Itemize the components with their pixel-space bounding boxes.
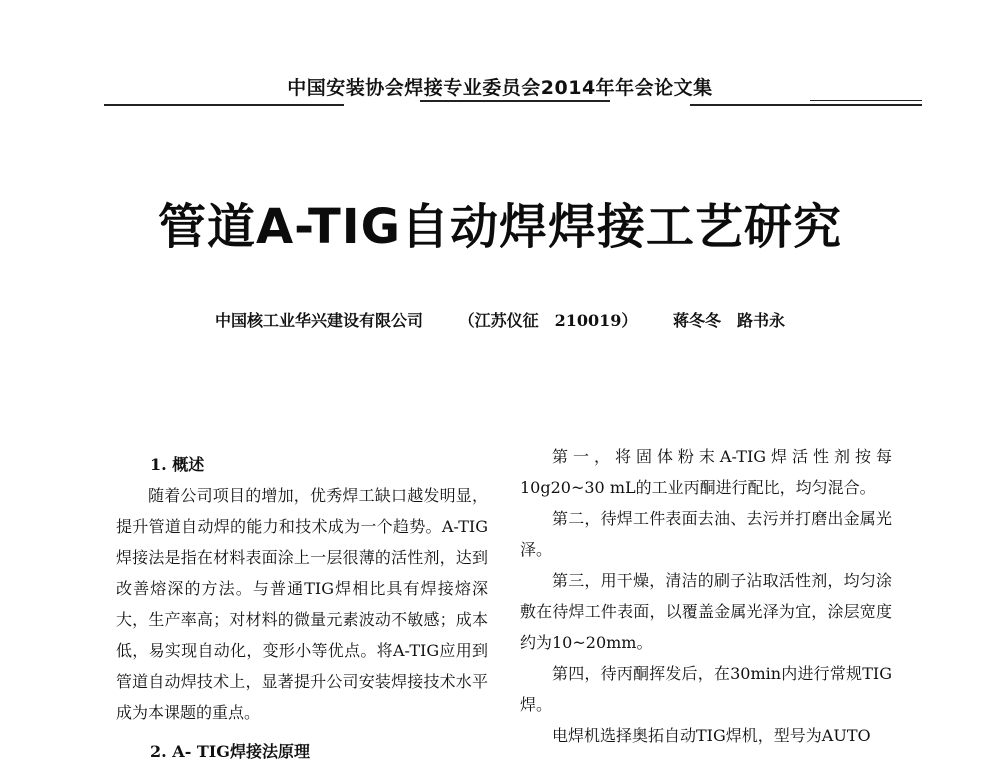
step-4-paragraph: 第四，待丙酮挥发后，在30min内进行常规TIG焊。 bbox=[520, 664, 892, 714]
header-rule-center bbox=[420, 100, 610, 102]
running-header: 中国安装协会焊接专业委员会2014年年会论文集 bbox=[287, 77, 713, 99]
step-2-paragraph: 第二，待焊工件表面去油、去污并打磨出金属光泽。 bbox=[520, 509, 892, 559]
step-1-paragraph: 第一，将固体粉末A-TIG焊活性剂按每10g20~30 mL的工业丙酮进行配比，均匀混合。 bbox=[520, 447, 892, 497]
section-2-heading: 2. A- TIG焊接法原理 bbox=[150, 742, 310, 761]
step-3-paragraph: 第三，用干燥，清洁的刷子沾取活性剂，均匀涂敷在待焊工件表面，以覆盖金属光泽为宜，涂层宽度约为10~20mm。 bbox=[520, 571, 892, 652]
header-rule-right bbox=[690, 104, 922, 106]
welder-paragraph: 电焊机选择奥拓自动TIG焊机，型号为AUTO bbox=[552, 726, 871, 745]
authors: 蒋冬冬 路书永 bbox=[672, 311, 785, 330]
byline bbox=[0, 308, 1000, 331]
header-rule-left bbox=[104, 104, 344, 106]
paper-title: 管道A-TIG自动焊焊接工艺研究 bbox=[157, 199, 843, 255]
header-rule-right-thin bbox=[810, 100, 922, 101]
left-column bbox=[116, 449, 488, 767]
affiliation: 中国核工业华兴建设有限公司 bbox=[215, 311, 424, 330]
right-column bbox=[520, 441, 892, 751]
location: （江苏仪征 210019） bbox=[458, 311, 638, 330]
section-1-paragraph: 随着公司项目的增加，优秀焊工缺口越发明显，提升管道自动焊的能力和技术成为一个趋势。A-TIG焊接法是指在材料表面涂上一层很薄的活性剂，达到改善熔深的方法。与普通TIG焊相比具有焊接熔深大，生产率高；对材料的微量元素波动不敏感；成本低，易实现自动化，变形小等优点。将A-TIG应用到管道自动焊技术上，显著提升公司安装焊接技术水平成为本课题的重点。 bbox=[116, 486, 488, 722]
section-1-heading: 1. 概述 bbox=[150, 455, 205, 474]
